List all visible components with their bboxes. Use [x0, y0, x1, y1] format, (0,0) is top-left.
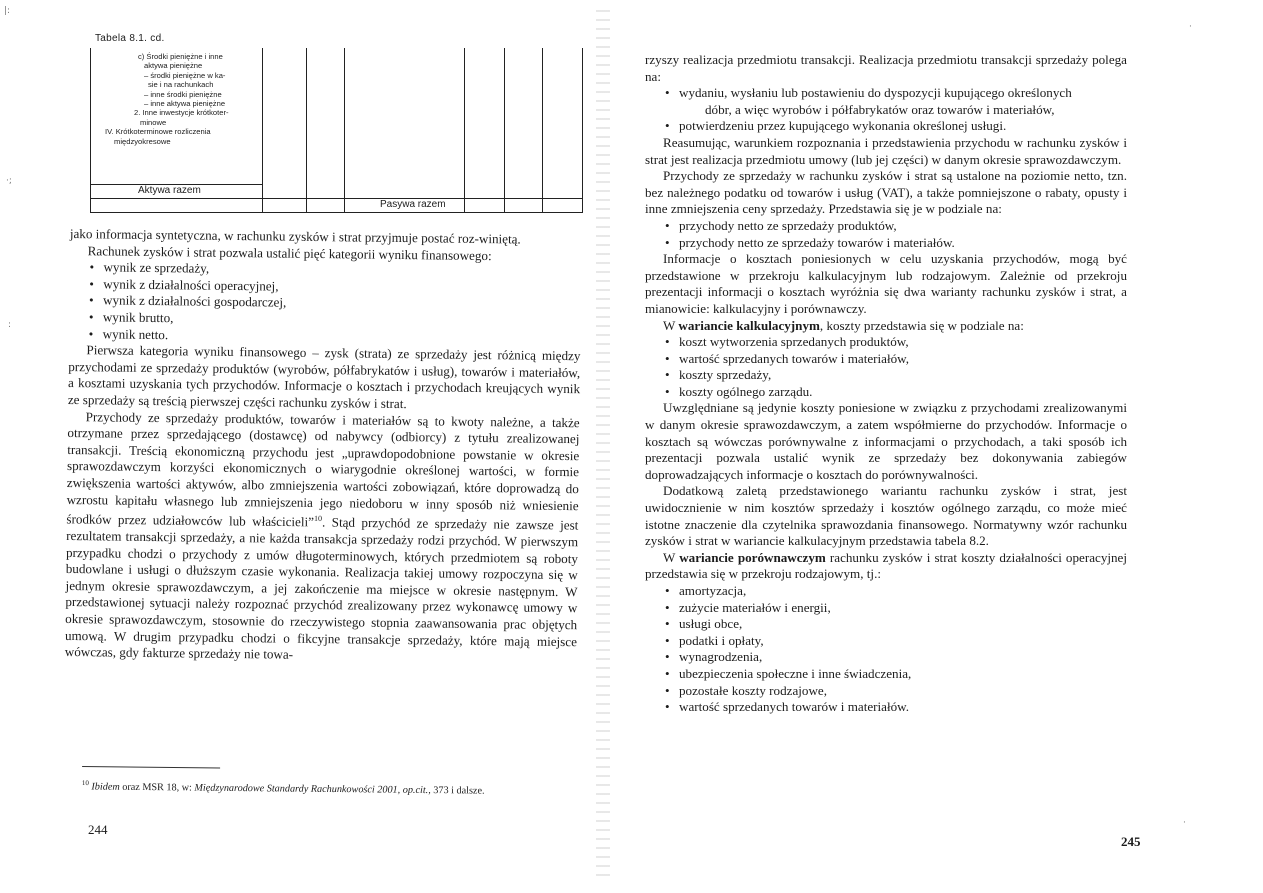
- sale-realization-list: [645, 85, 1127, 135]
- table-row: międzyokresowe: [114, 136, 171, 146]
- scan-mark: :: [8, 320, 12, 330]
- list-item: • amortyzacja,: [679, 583, 1127, 600]
- left-page: [0, 0, 615, 893]
- nature-cost-list: [645, 583, 1127, 716]
- table-divider: [542, 48, 543, 213]
- table-row: c) Środki pieniężne i inne: [138, 52, 223, 61]
- table-divider: [306, 48, 307, 213]
- table-row: – środki pieniężne w ka-: [144, 70, 226, 80]
- paragraph: Reasumując, warunkiem rozpoznania i przedstawienia przychodu w rachunku zysków i strat jest realizacja przedmiotu umowy (lub jej części) w danym okresie sprawozdawczym.: [645, 134, 1127, 167]
- list-item: • wynik netto.: [103, 326, 581, 348]
- revenue-list: [645, 218, 1127, 251]
- footnote-ibidem: Ibidem: [91, 781, 120, 793]
- list-item: • wynik z działalności operacyjnej,: [103, 276, 581, 298]
- list-item-text: wydaniu, wysłaniu lub postawieniu do dyspozycji kupującego określonych: [679, 85, 1072, 101]
- list-item: • zużycie materiałów i energii,: [679, 600, 1127, 617]
- footnote-ref: 10: [313, 514, 323, 524]
- paragraph: rzyszy realizacja przedmiotu transakcji. Realizacja przedmiotu transakcji sprzedaży polega na:: [645, 52, 1127, 84]
- paragraph: Uwzględniane są jedynie koszty poniesione w związku z przychodami zrealizowanymi w danym okresie sprawozdawczym, a zatem współmierne do przychodów. Informacje o kosztach są wówczas porównywalne z informacjami o przychodach, a taki sposób ich prezentacji pozwala ustalić wynik ze sprzedaży bez dokonywania zabiegów doprowadzających informacje o kosztach do porównywalności.: [645, 400, 1127, 482]
- table-row-labels: [100, 52, 260, 146]
- table-row: 2. Inne inwestycje krótkoter-: [134, 108, 229, 118]
- table-row: sie i na rachunkach: [148, 80, 214, 90]
- paragraph: Pierwsza kategoria wyniku finansowego – zysk (strata) ze sprzedaży jest różnicą między przychodami ze sprzedaży produktów (wyrobów, półfabrykatów i usług), towarów i materiałów, a kosztami uzyskania tych przychodów. Informacje o kosztach i przychodach kreujących wynik ze sprzedaży są treścią pierwszej części rachunku zysków i strat.: [67, 342, 581, 412]
- list-item: • potwierdzeniu przez kupującego wykonania określonej usługi.: [679, 118, 1127, 135]
- page-number-left: 244: [88, 822, 108, 837]
- paragraph-text: Przychody ze sprzedaży produktów, towarów i materiałów są to kwoty należne, a także otrzymane przez sprzedającego (dostawcę) od nabywcy (odbiorcy) z tytułu zrealizowanej transakcji. Treścią ekonomiczną przychodu jest „uprawdopodobnione powstanie w okresie sprawozdawczym korzyści ekonomicznych o wiarygodnie określonej wartości, w formie zwiększenia wartości aktywów, albo zmniejszenia wartości zobowiązań, które doprowadzą do wzrostu kapitału własnego lub zmniejszenia jego niedoboru w inny sposób niż wniesienie środków przez udziałowców lub właścicieli”: [66, 408, 580, 530]
- term-comparative-variant: wariancie porównawczym: [679, 549, 826, 565]
- list-item: • wynik brutto,: [103, 309, 581, 331]
- footnote-rule: [82, 766, 220, 768]
- footnote-number: 10: [81, 778, 89, 788]
- paragraph: [645, 550, 1127, 583]
- table-border-left: [90, 48, 91, 213]
- list-item: • przychody netto ze sprzedaży produktów,: [679, 218, 1127, 235]
- table-divider: [504, 48, 505, 213]
- total-assets-label: Aktywa razem: [138, 185, 201, 196]
- list-item: • koszty ogólnego zarządu.: [679, 384, 1127, 401]
- list-item: • wartość sprzedanych towarów i materiałów,: [679, 351, 1127, 368]
- paragraph: jako informacja syntetyczna, w rachunku zysków i strat przyjmuje postać roz-winiętą.: [69, 226, 521, 247]
- footnote-text: 373 i dalsze.: [430, 785, 485, 797]
- list-item: • usługi obce,: [679, 616, 1127, 633]
- total-liabilities-label: Pasywa razem: [380, 199, 446, 210]
- list-item: • pozostałe koszty rodzajowe,: [679, 683, 1127, 700]
- table-divider: [464, 48, 465, 213]
- list-item: • koszty sprzedaży,: [679, 367, 1127, 384]
- table-rule: [90, 198, 582, 199]
- left-text-column: [65, 226, 582, 667]
- scan-mark: |:: [4, 6, 11, 16]
- table-row: IV. Krótkoterminowe rozliczenia: [105, 127, 211, 137]
- table-divider: [344, 48, 345, 213]
- book-gutter: [596, 10, 610, 880]
- paragraph-text: , koszty przedstawia się w podziale na:: [819, 317, 1024, 333]
- list-item: • wynik z działalności gospodarczej,: [103, 293, 581, 315]
- scan-mark: ·: [1189, 22, 1192, 32]
- scan-mark: ·: [1183, 818, 1186, 828]
- list-item: • podatki i opłaty,: [679, 633, 1127, 650]
- paragraph-text: rachunku zysków i strat koszty działalności operacyjnej przedstawia się w przekroju rodzajowym, tj.:: [645, 549, 1128, 582]
- list-item-text: dóbr, a więc wyrobów i półfabrykatów oraz towarów i materiałów,: [705, 101, 1055, 117]
- table-caption: Tabela 8.1. cd.: [95, 33, 165, 44]
- paragraph-text: W: [663, 549, 680, 565]
- paragraph: Rachunek zysków i strat pozwala ustalić pięć kategorii wyniku finansowego:: [87, 242, 492, 263]
- list-item: • wynik ze sprzedaży,: [103, 260, 581, 282]
- table-row: minowe: [140, 117, 167, 127]
- paragraph: Informacje o kosztach poniesionych w celu uzyskania przychodów, mogą być przedstawione w przekroju kalkulacyjnym lub rodzajowym. Zależnie od przekroju prezentacji informacji o kosztach wyróżnia się dwa warianty rachunku zysków i strat, a mianowicie: kalkulacyjny i porównawczy.: [645, 251, 1127, 316]
- list-item: • koszt wytworzenia sprzedanych produktów,: [679, 334, 1127, 351]
- calc-cost-list: [645, 334, 1127, 400]
- page-number-right: 245: [1121, 834, 1141, 849]
- right-text-column: [645, 52, 1127, 716]
- paragraph: [645, 318, 1127, 335]
- list-item: • wartość sprzedanych towarów i materiałów.: [679, 699, 1127, 716]
- term-calc-variant: wariancie kalkulacyjnym: [678, 317, 820, 333]
- table-rule: [90, 212, 582, 213]
- paragraph: Dodatkową zaletą przedstawionego wariantu rachunku zysków i strat, jest uwidocznienie w nim kosztów sprzedaży i kosztów ogólnego zarządu, co może mieć istotne znaczenie dla czytelnika sprawozdania finansowego. Normatywny wzór rachunku zysków i strat w wariancie kalkulacyjnym przedstawia tabela 8.2.: [645, 483, 1127, 549]
- list-item: • wynagrodzenia,: [679, 649, 1127, 666]
- paragraph-text: . Stąd przychód ze sprzedaży nie zawsze jest rezultatem transakcji sprzedaży, a nie każda transakcja sprzedaży rodzi przychód. W pierwszym przypadku chodzi o przychody z umów długoterminowych, których przedmiotem są roboty budowlane i usługi o dłuższym czasie wykonania. Realizacja takiej umowy rozpoczyna się w jednym okresie sprawozdawczym, a jej zakończenie ma miejsce w okresie następnym. W przedstawionej sytuacji należy rozpoznać przychód zrealizowany przez wykonawcę umowy w okresie sprawozdawczym, stosownie do rzeczywistego stopnia zaawansowania prac objętych umową. W drugim przypadku chodzi o fikcyjne transakcje sprzedaży, które mają miejsce wówczas, gdy fakturze sprzedaży nie towa-: [64, 514, 579, 662]
- paragraph: [65, 409, 580, 668]
- list-item: • ubezpieczenia społeczne i inne świadczenia,: [679, 666, 1127, 683]
- footnote-title: Międzynarodowe Standardy Rachunkowości 2001, op.cit.,: [194, 782, 431, 797]
- table-row: aktywa pieniężne: [144, 61, 203, 71]
- footnote-text: oraz MSR 18, w:: [119, 781, 195, 794]
- table-row: – inne środki pieniężne: [144, 89, 222, 99]
- result-categories-list: [69, 259, 582, 348]
- footnote: [82, 776, 570, 799]
- right-page: [615, 0, 1263, 893]
- paragraph-text: W: [663, 317, 679, 333]
- list-item: [679, 85, 1127, 118]
- scan-mark: ·;: [6, 176, 12, 186]
- balance-table-fragment: [90, 48, 583, 213]
- table-row: – inne aktywa pieniężne: [144, 99, 226, 109]
- table-divider: [262, 48, 263, 213]
- list-item: • przychody netto ze sprzedaży towarów i materiałów.: [679, 235, 1127, 252]
- paragraph: Przychody ze sprzedaży w rachunku zysków i strat są ustalone na poziomie netto, tzn. bez należnego podatku od towarów i usług (VAT), a także pomniejszone o rabaty, opusty i inne zmniejszenia ceny sprzedaży. Przedstawia się je w podziale na:: [645, 168, 1127, 217]
